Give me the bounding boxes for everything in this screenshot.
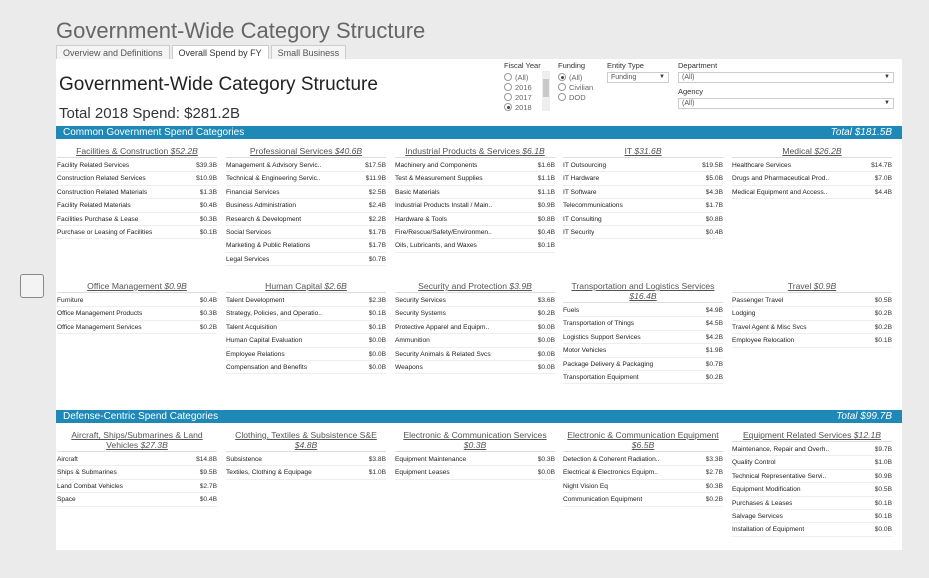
row-value: $0.7B — [368, 255, 386, 263]
row-value: $0.8B — [705, 215, 723, 223]
row-label: Fire/Rescue/Safety/Environmen.. — [395, 228, 492, 236]
row-label: Drugs and Pharmaceutical Prod.. — [732, 175, 830, 183]
category-row[interactable] — [732, 443, 892, 456]
row-value: $0.4B — [199, 496, 217, 504]
row-label: Ammunition — [395, 337, 430, 345]
funding-option-civilian[interactable]: Civilian — [558, 82, 606, 92]
row-label: Talent Acquisition — [226, 323, 277, 331]
category-title-link[interactable]: Clothing, Textiles & Subsistence S&E $4.8B — [226, 430, 386, 452]
entity-type-label: Entity Type — [607, 61, 644, 70]
category-row[interactable] — [226, 199, 386, 212]
row-value: $0.5B — [874, 486, 892, 494]
category-row[interactable] — [732, 186, 892, 199]
category-row[interactable] — [563, 317, 723, 330]
common-section-header — [56, 126, 902, 139]
row-label: Hardware & Tools — [395, 215, 447, 223]
toggle-checkbox[interactable] — [20, 274, 44, 298]
agency-label: Agency — [678, 87, 704, 96]
row-label: Construction Related Materials — [57, 188, 148, 196]
category-title-link[interactable]: Human Capital $2.6B — [226, 281, 386, 293]
funding-label: Funding — [558, 61, 586, 70]
row-value: $0.5B — [874, 297, 892, 304]
category-row[interactable] — [732, 321, 892, 334]
row-label: Marketing & Public Relations — [226, 242, 311, 250]
fy-scrollbar[interactable] — [542, 71, 550, 111]
row-label: Motor Vehicles — [563, 347, 607, 355]
dropdown-arrow-icon: ▼ — [884, 100, 890, 106]
row-label: Human Capital Evaluation — [226, 337, 303, 345]
category-row[interactable] — [226, 361, 386, 374]
category-row[interactable] — [563, 226, 723, 239]
fy-option-2016[interactable]: 2016 — [504, 82, 550, 92]
category-title-link[interactable]: Aircraft, Ships/Submarines & Land Vehicles $27.3B — [57, 430, 217, 452]
category-title-link[interactable]: Security and Protection $3.9B — [395, 281, 555, 293]
category-row[interactable] — [57, 480, 217, 493]
row-value: $4.2B — [705, 333, 723, 341]
row-value: $0.0B — [874, 526, 892, 534]
row-label: Security Services — [395, 297, 446, 304]
category-row[interactable] — [226, 321, 386, 334]
row-value: $0.0B — [537, 350, 555, 358]
agency-select[interactable]: (All) ▼ — [678, 98, 894, 109]
row-value: $4.9B — [705, 307, 723, 314]
row-value: $4.4B — [874, 188, 892, 196]
row-label: Subsistence — [226, 456, 262, 463]
row-value: $2.5B — [368, 188, 386, 196]
dropdown-arrow-icon: ▼ — [659, 74, 665, 80]
row-value: $19.5B — [702, 162, 723, 169]
row-value: $0.0B — [537, 469, 555, 477]
row-value: $1.1B — [537, 188, 555, 196]
category-title-link[interactable]: Professional Services $40.6B — [226, 146, 386, 158]
category-row[interactable] — [226, 159, 386, 172]
category-row[interactable] — [563, 466, 723, 479]
row-label: Communication Equipment — [563, 496, 643, 504]
row-value: $0.2B — [705, 496, 723, 504]
row-label: Ships & Submarines — [57, 469, 117, 477]
row-value: $7.0B — [874, 175, 892, 183]
category-row[interactable] — [226, 186, 386, 199]
category-row[interactable] — [57, 453, 217, 466]
category-row[interactable] — [226, 239, 386, 252]
category-block — [226, 430, 386, 480]
category-row[interactable] — [395, 294, 555, 307]
row-label: Machinery and Components — [395, 162, 478, 169]
row-value: $1.9B — [705, 347, 723, 355]
row-value: $4.3B — [705, 188, 723, 196]
row-label: IT Security — [563, 228, 595, 236]
category-block — [563, 281, 723, 384]
row-label: Office Management Services — [57, 323, 142, 331]
category-title-link[interactable]: IT $31.6B — [563, 146, 723, 158]
row-value: $0.3B — [199, 215, 217, 223]
radio-icon — [504, 93, 512, 101]
category-row[interactable] — [732, 159, 892, 172]
row-value: $11.9B — [365, 175, 386, 183]
row-label: Transportation of Things — [563, 320, 635, 328]
category-block — [226, 146, 386, 266]
row-label: Technical & Engineering Servic.. — [226, 175, 321, 183]
dropdown-arrow-icon: ▼ — [884, 74, 890, 80]
category-title-link[interactable]: Industrial Products & Services $6.1B — [395, 146, 555, 158]
dashboard-title: Government-Wide Category Structure — [59, 74, 378, 95]
radio-icon — [558, 83, 566, 91]
row-label: IT Consulting — [563, 215, 602, 223]
category-row[interactable] — [563, 453, 723, 466]
funding-option-all[interactable]: (All) — [558, 72, 606, 82]
category-row[interactable] — [563, 213, 723, 226]
category-row[interactable] — [57, 159, 217, 172]
row-value: $3.8B — [368, 456, 386, 463]
row-label: Telecommunications — [563, 202, 623, 210]
row-value: $0.2B — [874, 323, 892, 331]
row-label: Research & Development — [226, 215, 302, 223]
row-label: Equipment Maintenance — [395, 456, 467, 463]
row-value: $0.4B — [199, 297, 217, 304]
category-row[interactable] — [732, 456, 892, 469]
common-section-label: Common Government Spend Categories — [63, 127, 245, 138]
row-label: Business Administration — [226, 202, 297, 210]
row-label: Security Animals & Related Svcs — [395, 350, 491, 358]
row-label: Construction Related Services — [57, 175, 146, 183]
row-value: $0.3B — [705, 482, 723, 490]
row-value: $2.3B — [368, 297, 386, 304]
total-spend: Total 2018 Spend: $281.2B — [59, 105, 240, 122]
row-label: Land Combat Vehicles — [57, 482, 123, 490]
row-value: $0.0B — [537, 337, 555, 345]
row-label: Purchases & Leases — [732, 499, 793, 507]
category-row[interactable] — [57, 466, 217, 479]
category-row[interactable] — [57, 493, 217, 506]
category-block — [57, 146, 217, 239]
tab-overview[interactable]: Overview and Definitions — [56, 45, 170, 59]
scroll-thumb[interactable] — [543, 79, 549, 97]
row-label: Purchase or Leasing of Facilities — [57, 228, 153, 236]
row-value: $0.3B — [537, 456, 555, 463]
row-value: $9.5B — [199, 469, 217, 477]
category-row[interactable] — [395, 307, 555, 320]
row-label: Equipment Leases — [395, 469, 450, 477]
category-row[interactable] — [563, 371, 723, 384]
row-value: $0.1B — [874, 512, 892, 520]
row-label: Office Management Products — [57, 310, 143, 318]
row-value: $0.2B — [705, 373, 723, 381]
category-row[interactable] — [732, 483, 892, 496]
row-value: $1.6B — [537, 162, 555, 169]
category-row[interactable] — [563, 199, 723, 212]
category-block — [57, 430, 217, 507]
row-label: Quality Control — [732, 459, 776, 467]
category-block — [732, 430, 892, 537]
category-title-link[interactable]: Facilities & Construction $52.2B — [57, 146, 217, 158]
category-row[interactable] — [732, 307, 892, 320]
row-label: Logistics Support Services — [563, 333, 641, 341]
category-row[interactable] — [226, 253, 386, 266]
entity-type-select[interactable]: Funding ▼ — [607, 72, 669, 83]
department-label: Department — [678, 61, 718, 70]
row-label: Passenger Travel — [732, 297, 784, 304]
category-row[interactable] — [226, 294, 386, 307]
row-value: $0.1B — [368, 310, 386, 318]
row-value: $0.0B — [368, 350, 386, 358]
category-title-link[interactable]: Medical $26.2B — [732, 146, 892, 158]
tab-overall-spend[interactable]: Overall Spend by FY — [172, 45, 269, 59]
category-row[interactable] — [226, 172, 386, 185]
category-row[interactable] — [395, 348, 555, 361]
defense-section-label: Defense-Centric Spend Categories — [63, 411, 219, 422]
row-label: Healthcare Services — [732, 162, 792, 169]
row-value: $0.0B — [537, 323, 555, 331]
fiscal-year-filter — [504, 61, 550, 112]
row-value: $0.0B — [537, 363, 555, 371]
row-label: Fuels — [563, 307, 580, 314]
category-row[interactable] — [395, 453, 555, 466]
page-heading: Government-Wide Category Structure — [56, 18, 426, 43]
defense-section-header — [56, 410, 902, 423]
radio-selected-icon — [558, 73, 566, 81]
category-block — [57, 281, 217, 334]
category-row[interactable] — [563, 172, 723, 185]
row-value: $2.2B — [368, 215, 386, 223]
category-row[interactable] — [226, 226, 386, 239]
category-row[interactable] — [563, 493, 723, 506]
radio-icon — [558, 93, 566, 101]
row-value: $0.2B — [199, 323, 217, 331]
row-label: Night Vision Eq — [563, 482, 608, 490]
row-label: Oils, Lubricants, and Waxes — [395, 242, 477, 250]
category-block — [563, 430, 723, 507]
category-title-link[interactable]: Transportation and Logistics Services $16.4B — [563, 281, 723, 303]
row-label: Employee Relocation — [732, 337, 795, 345]
category-row[interactable] — [226, 453, 386, 466]
category-row[interactable] — [226, 348, 386, 361]
category-row[interactable] — [732, 172, 892, 185]
row-label: IT Hardware — [563, 175, 600, 183]
category-row[interactable] — [563, 344, 723, 357]
row-value: $9.7B — [874, 446, 892, 453]
category-block — [732, 281, 892, 348]
category-title-link[interactable]: Electronic & Communication Services $0.3B — [395, 430, 555, 452]
category-row[interactable] — [226, 334, 386, 347]
category-block — [395, 430, 555, 480]
row-label: Salvage Services — [732, 512, 783, 520]
row-label: Lodging — [732, 310, 756, 318]
row-label: Technical Representative Servi.. — [732, 472, 827, 480]
row-value: $1.0B — [368, 469, 386, 477]
fiscal-year-label: Fiscal Year — [504, 61, 541, 70]
category-row[interactable] — [395, 172, 555, 185]
row-value: $14.7B — [871, 162, 892, 169]
row-label: Travel Agent & Misc Svcs — [732, 323, 807, 331]
row-value: $1.7B — [705, 202, 723, 210]
category-title-link[interactable]: Office Management $0.9B — [57, 281, 217, 293]
row-value: $14.8B — [196, 456, 217, 463]
category-row[interactable] — [57, 213, 217, 226]
fy-option-2017[interactable]: 2017 — [504, 92, 550, 102]
row-value: $0.7B — [705, 360, 723, 368]
category-row[interactable] — [57, 226, 217, 239]
radio-selected-icon — [504, 103, 512, 111]
row-label: Security Systems — [395, 310, 446, 318]
row-label: Management & Advisory Servic.. — [226, 162, 322, 169]
row-value: $0.1B — [874, 499, 892, 507]
row-label: IT Outsourcing — [563, 162, 607, 169]
row-value: $17.5B — [365, 162, 386, 169]
category-row[interactable] — [395, 213, 555, 226]
row-value: $0.9B — [537, 202, 555, 210]
category-title-link[interactable]: Equipment Related Services $12.1B — [732, 430, 892, 442]
row-value: $10.9B — [196, 175, 217, 183]
category-row[interactable] — [57, 172, 217, 185]
row-value: $0.4B — [537, 228, 555, 236]
row-label: Test & Measurement Supplies — [395, 175, 483, 183]
row-value: $0.4B — [705, 228, 723, 236]
category-row[interactable] — [732, 510, 892, 523]
row-value: $4.5B — [705, 320, 723, 328]
row-label: Electrical & Electronics Equipm.. — [563, 469, 658, 477]
row-value: $2.4B — [368, 202, 386, 210]
category-row[interactable] — [395, 199, 555, 212]
category-row[interactable] — [563, 159, 723, 172]
row-label: Medical Equipment and Access.. — [732, 188, 828, 196]
row-label: Installation of Equipment — [732, 526, 805, 534]
row-label: Facilities Purchase & Lease — [57, 215, 139, 223]
category-row[interactable] — [563, 358, 723, 371]
row-label: Textiles, Clothing & Equipage — [226, 469, 312, 477]
row-label: Furniture — [57, 297, 84, 304]
row-value: $1.7B — [368, 242, 386, 250]
row-value: $0.2B — [537, 310, 555, 318]
row-label: Employee Relations — [226, 350, 285, 358]
category-row[interactable] — [395, 321, 555, 334]
category-row[interactable] — [563, 480, 723, 493]
defense-section-total: Total $99.7B — [836, 411, 892, 422]
row-label: Package Delivery & Packaging — [563, 360, 654, 368]
category-row[interactable] — [395, 361, 555, 374]
category-row[interactable] — [732, 523, 892, 536]
category-row[interactable] — [563, 186, 723, 199]
row-label: Weapons — [395, 363, 423, 371]
category-title-link[interactable]: Electronic & Communication Equipment $6.5B — [563, 430, 723, 452]
category-row[interactable] — [57, 321, 217, 334]
row-label: Aircraft — [57, 456, 78, 463]
category-block — [226, 281, 386, 374]
row-label: Financial Services — [226, 188, 280, 196]
category-row[interactable] — [57, 307, 217, 320]
row-label: Transportation Equipment — [563, 373, 639, 381]
row-label: Compensation and Benefits — [226, 363, 308, 371]
row-label: Protective Apparel and Equipm.. — [395, 323, 490, 331]
category-row[interactable] — [57, 199, 217, 212]
row-value: $0.3B — [199, 310, 217, 318]
row-value: $0.9B — [874, 472, 892, 480]
category-row[interactable] — [732, 497, 892, 510]
category-title-link[interactable]: Travel $0.9B — [732, 281, 892, 293]
category-row[interactable] — [226, 466, 386, 479]
category-row[interactable] — [395, 186, 555, 199]
row-label: Social Services — [226, 228, 272, 236]
row-value: $0.0B — [368, 337, 386, 345]
category-row[interactable] — [57, 186, 217, 199]
row-value: $1.0B — [874, 459, 892, 467]
fy-option-all[interactable]: (All) — [504, 72, 550, 82]
row-value: $3.6B — [537, 297, 555, 304]
radio-icon — [504, 73, 512, 81]
tab-bar — [56, 45, 348, 59]
category-row[interactable] — [395, 334, 555, 347]
common-section-total: Total $181.5B — [830, 127, 892, 138]
category-block — [563, 146, 723, 239]
row-value: $1.3B — [199, 188, 217, 196]
row-label: Basic Materials — [395, 188, 440, 196]
category-block — [395, 281, 555, 374]
category-row[interactable] — [732, 294, 892, 307]
category-row[interactable] — [395, 239, 555, 252]
row-value: $0.1B — [368, 323, 386, 331]
category-block — [395, 146, 555, 253]
row-value: $1.7B — [368, 228, 386, 236]
category-row[interactable] — [563, 331, 723, 344]
row-label: Space — [57, 496, 76, 504]
row-value: $0.2B — [874, 310, 892, 318]
tab-small-business[interactable]: Small Business — [271, 45, 347, 59]
row-label: Legal Services — [226, 255, 270, 263]
row-value: $0.1B — [874, 337, 892, 345]
row-label: Industrial Products Install / Main.. — [395, 202, 493, 210]
row-value: $2.7B — [199, 482, 217, 490]
category-row[interactable] — [732, 334, 892, 347]
row-label: Maintenance, Repair and Overh.. — [732, 446, 830, 453]
row-value: $0.8B — [537, 215, 555, 223]
row-label: Facility Related Services — [57, 162, 130, 169]
radio-icon — [504, 83, 512, 91]
row-value: $0.1B — [199, 228, 217, 236]
row-value: $3.3B — [705, 456, 723, 463]
row-value: $0.4B — [199, 202, 217, 210]
row-label: Detection & Coherent Radiation.. — [563, 456, 660, 463]
dashboard-panel — [56, 59, 902, 550]
category-row[interactable] — [732, 470, 892, 483]
row-value: $0.1B — [537, 242, 555, 250]
row-label: Talent Development — [226, 297, 285, 304]
category-row[interactable] — [226, 307, 386, 320]
row-value: $39.3B — [196, 162, 217, 169]
category-row[interactable] — [226, 213, 386, 226]
entity-type-filter — [607, 61, 669, 83]
category-block — [732, 146, 892, 199]
department-select[interactable]: (All) ▼ — [678, 72, 894, 83]
row-label: Equipment Modification — [732, 486, 801, 494]
funding-option-dod[interactable]: DOD — [558, 92, 606, 102]
category-row[interactable] — [395, 159, 555, 172]
category-row[interactable] — [395, 226, 555, 239]
row-value: $0.0B — [368, 363, 386, 371]
department-filter — [678, 61, 894, 109]
row-value: $2.7B — [705, 469, 723, 477]
row-value: $5.0B — [705, 175, 723, 183]
fy-option-2018[interactable]: 2018 — [504, 102, 550, 112]
row-label: IT Software — [563, 188, 597, 196]
row-label: Facility Related Materials — [57, 202, 131, 210]
funding-filter — [558, 61, 606, 102]
category-row[interactable] — [57, 294, 217, 307]
category-row[interactable] — [395, 466, 555, 479]
category-row[interactable] — [563, 304, 723, 317]
row-value: $1.1B — [537, 175, 555, 183]
row-label: Strategy, Policies, and Operatio.. — [226, 310, 322, 318]
